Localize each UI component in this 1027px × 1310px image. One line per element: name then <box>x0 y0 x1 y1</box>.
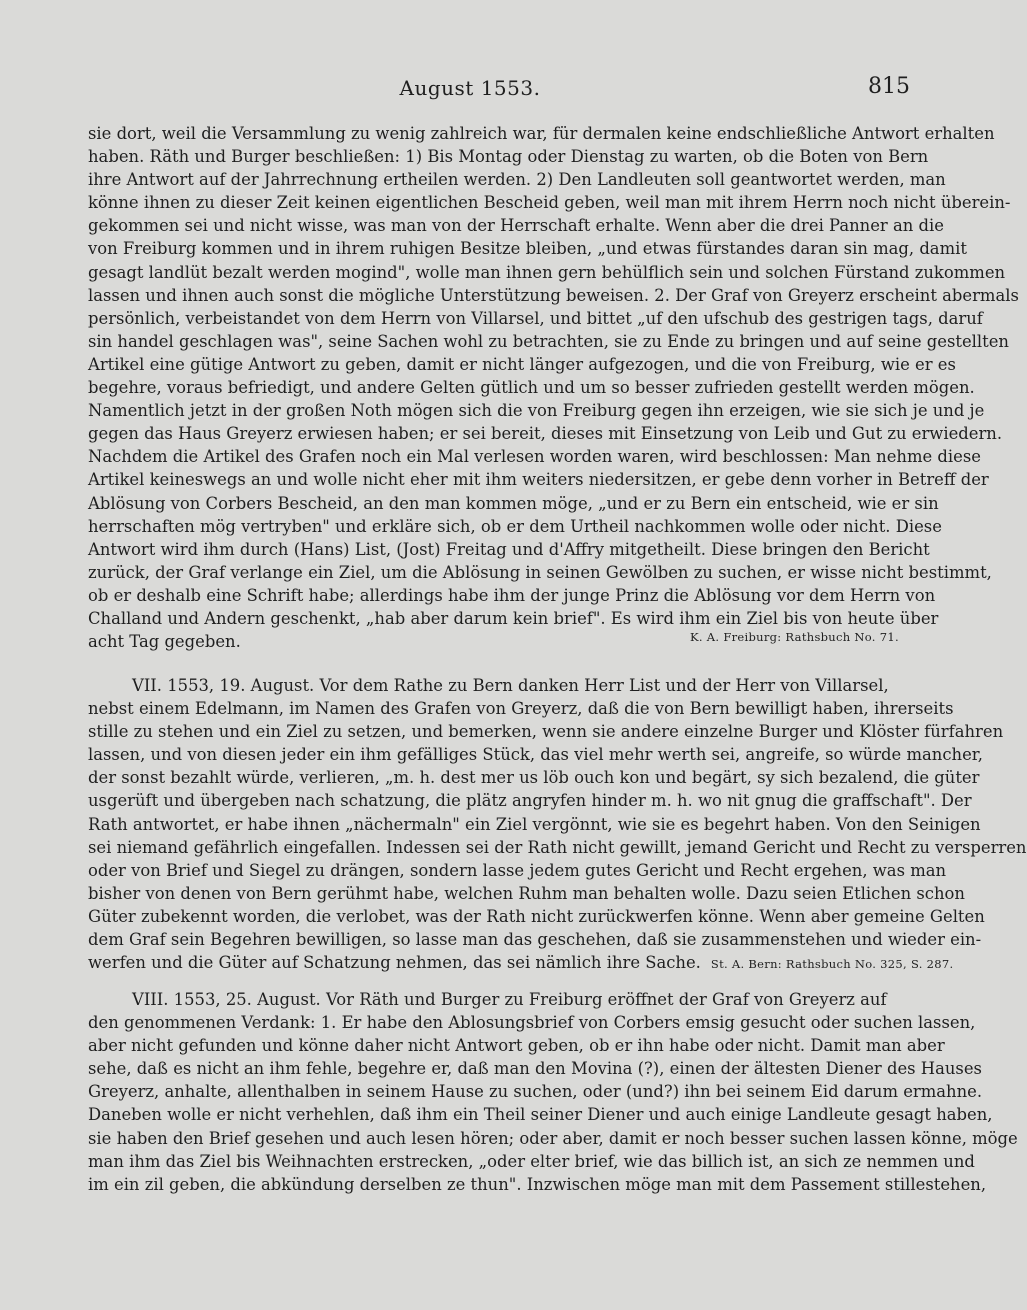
text-line: Nachdem die Artikel des Grafen noch ein Mal verlesen worden waren, wird beschlossen: Man nehme diese <box>88 447 981 467</box>
paragraph-2-lines <box>88 674 1027 951</box>
text-line: Artikel eine gütige Antwort zu geben, damit er nicht länger aufgezogen, und die von Freiburg, wie er es <box>88 354 956 374</box>
text-line: lassen und ihnen auch sonst die mögliche Unterstützung beweisen. 2. Der Graf von Greyerz erscheint abermals <box>88 285 1019 305</box>
text-line: VIII. 1553, 25. August. Vor Räth und Burger zu Freiburg eröffnet der Graf von Greyerz auf <box>132 990 887 1009</box>
text-line: begehre, voraus befriedigt, und andere Gelten gütlich und um so besser zufrieden gestellt werden mögen. <box>88 378 975 398</box>
text-line: persönlich, verbeistandet von dem Herrn von Villarsel, und bittet „uf den ufschub des gestrigen tags, daruf <box>88 308 983 328</box>
text-line: den genommenen Verdank: 1. Er habe den Ablosungsbrief von Corbers emsig gesucht oder suchen lassen, <box>88 1013 976 1033</box>
text-line: Daneben wolle er nicht verhehlen, daß ihm ein Theil seiner Diener und auch einige Landleute gesagt haben, <box>88 1105 993 1125</box>
text-line: sie haben den Brief gesehen und auch lesen hören; oder aber, damit er noch besser suchen lassen könne, möge <box>88 1128 1018 1148</box>
text-line: Ablösung von Corbers Bescheid, an den man kommen möge, „und er zu Bern ein entscheid, wie er sin <box>88 493 939 513</box>
text-line: usgerüft und übergeben nach schatzung, die plätz angryfen hinder m. h. wo nit gnug die graffschaft". Der <box>88 791 972 811</box>
running-header: August 1553. <box>399 76 541 100</box>
text-line: Antwort wird ihm durch (Hans) List, (Jost) Freitag und d'Affry mitgetheilt. Diese bringen den Bericht <box>88 539 930 559</box>
citation-bern: St. A. Bern: Rathsbuch No. 325, S. 287. <box>710 957 954 972</box>
text-line: Artikel keineswegs an und wolle nicht eher mit ihm weiters niedersitzen, er gebe denn vorher in Betreff der <box>88 470 989 490</box>
text-line: aber nicht gefunden und könne daher nicht Antwort geben, ob er ihn habe oder nicht. Damit man aber <box>88 1036 945 1056</box>
text-line: gekommen sei und nicht wisse, was man von der Herrschaft erhalte. Wenn aber die drei Panner an die <box>88 216 944 236</box>
text-line: sei niemand gefährlich eingefallen. Indessen sei der Rath nicht gewillt, jemand Gericht und Recht zu versperren <box>88 837 1027 857</box>
paragraph-2 <box>88 674 1027 976</box>
page-number: 815 <box>868 74 910 99</box>
text-line: sin handel geschlagen was", seine Sachen wohl zu betrachten, sie zu Ende zu bringen und auf seine gestellten <box>88 331 1009 351</box>
paragraph-1 <box>88 122 1019 653</box>
text-line: der sonst bezahlt würde, verlieren, „m. h. dest mer us löb ouch kon und begärt, sy sich bezalend, die güter <box>88 768 980 788</box>
text-line: Challand und Andern geschenkt, „hab aber darum kein brief". Es wird ihm ein Ziel bis von heute über <box>88 608 939 628</box>
paragraph-3-lines <box>88 988 1018 1196</box>
text-line: von Freiburg kommen und in ihrem ruhigen Besitze bleiben, „und etwas fürstandes daran sin mag, damit <box>88 239 967 259</box>
citation-freiburg: K. A. Freiburg: Rathsbuch No. 71. <box>690 630 899 644</box>
text-line: VII. 1553, 19. August. Vor dem Rathe zu Bern danken Herr List und der Herr von Villarsel, <box>132 676 889 695</box>
text-line: Güter zubekennt worden, die verlobet, was der Rath nicht zurückwerfen könne. Wenn aber gemeine Gelten <box>88 906 985 926</box>
text-line: ihre Antwort auf der Jahrrechnung ertheilen werden. 2) Den Landleuten soll geantwortet werden, man <box>88 170 946 190</box>
text-line: bisher von denen von Bern gerühmt habe, welchen Ruhm man behalten wolle. Dazu seien Etlichen schon <box>88 883 965 903</box>
text-line: Greyerz, anhalte, allenthalben in seinem Hause zu suchen, oder (und?) ihn bei seinem Eid darum ermahne. <box>88 1082 983 1102</box>
text-line: sehe, daß es nicht an ihm fehle, begehre er, daß man den Movina (?), einen der ältesten Diener des Hauses <box>88 1059 982 1079</box>
text-line: herrschaften mög vertryben" und erkläre sich, ob er dem Urtheil nachkommen wolle oder nicht. Diese <box>88 516 942 536</box>
text-line: dem Graf sein Begehren bewilligen, so lasse man das geschehen, daß sie zusammenstehen und wieder ein- <box>88 930 982 950</box>
text-line: zurück, der Graf verlange ein Ziel, um die Ablösung in seinen Gewölben zu suchen, er wisse nicht bestimmt, <box>88 562 992 582</box>
text-line: Namentlich jetzt in der großen Noth mögen sich die von Freiburg gegen ihn erzeigen, wie sie sich je und je <box>88 401 985 421</box>
text-line: haben. Räth und Burger beschließen: 1) Bis Montag oder Dienstag zu warten, ob die Boten von Bern <box>88 147 929 167</box>
text-line: sie dort, weil die Versammlung zu wenig zahlreich war, für dermalen keine endschließliche Antwort erhalten <box>88 124 995 143</box>
paragraph-2-last-line <box>88 951 954 976</box>
paragraph-2-last-line-text: werfen und die Güter auf Schatzung nehmen, das sei nämlich ihre Sache. <box>88 953 701 973</box>
text-line: Rath antwortet, er habe ihnen „nächermaln" ein Ziel vergönnt, wie sie es begehrt haben. Von den Seinigen <box>88 814 981 834</box>
text-line: stille zu stehen und ein Ziel zu setzen, und bemerken, wenn sie andere einzelne Burger und Klöster fürfahren <box>88 722 1004 742</box>
text-line: gesagt landlüt bezalt werden mogind", wolle man ihnen gern behülflich sein und solchen Fürstand zukommen <box>88 262 1006 282</box>
paragraph-1-last-line-text: acht Tag gegeben. <box>88 632 241 652</box>
text-line: man ihm das Ziel bis Weihnachten erstrecken, „oder elter brief, wie das billich ist, an sich ze nemmen und <box>88 1151 975 1171</box>
text-line: oder von Brief und Siegel zu drängen, sondern lasse jedem gutes Gericht und Recht ergehen, was man <box>88 860 947 880</box>
paragraph-3 <box>88 988 1018 1196</box>
text-line: im ein zil geben, die abkündung derselben ze thun". Inzwischen möge man mit dem Passement stillestehen, <box>88 1174 987 1194</box>
text-line: nebst einem Edelmann, im Namen des Grafen von Greyerz, daß die von Bern bewilligt haben, ihrerseits <box>88 699 954 719</box>
text-line: lassen, und von diesen jeder ein ihm gefälliges Stück, das viel mehr werth sei, angreife, so würde mancher, <box>88 745 984 765</box>
text-line: könne ihnen zu dieser Zeit keinen eigentlichen Bescheid geben, weil man mit ihrem Herrn noch nicht überein- <box>88 193 1011 213</box>
text-line: ob er deshalb eine Schrift habe; allerdings habe ihm der junge Prinz die Ablösung vor dem Herrn von <box>88 585 936 605</box>
paragraph-1-lines <box>88 122 1019 630</box>
text-line: gegen das Haus Greyerz erwiesen haben; er sei bereit, dieses mit Einsetzung von Leib und Gut zu erwiedern. <box>88 424 1003 444</box>
